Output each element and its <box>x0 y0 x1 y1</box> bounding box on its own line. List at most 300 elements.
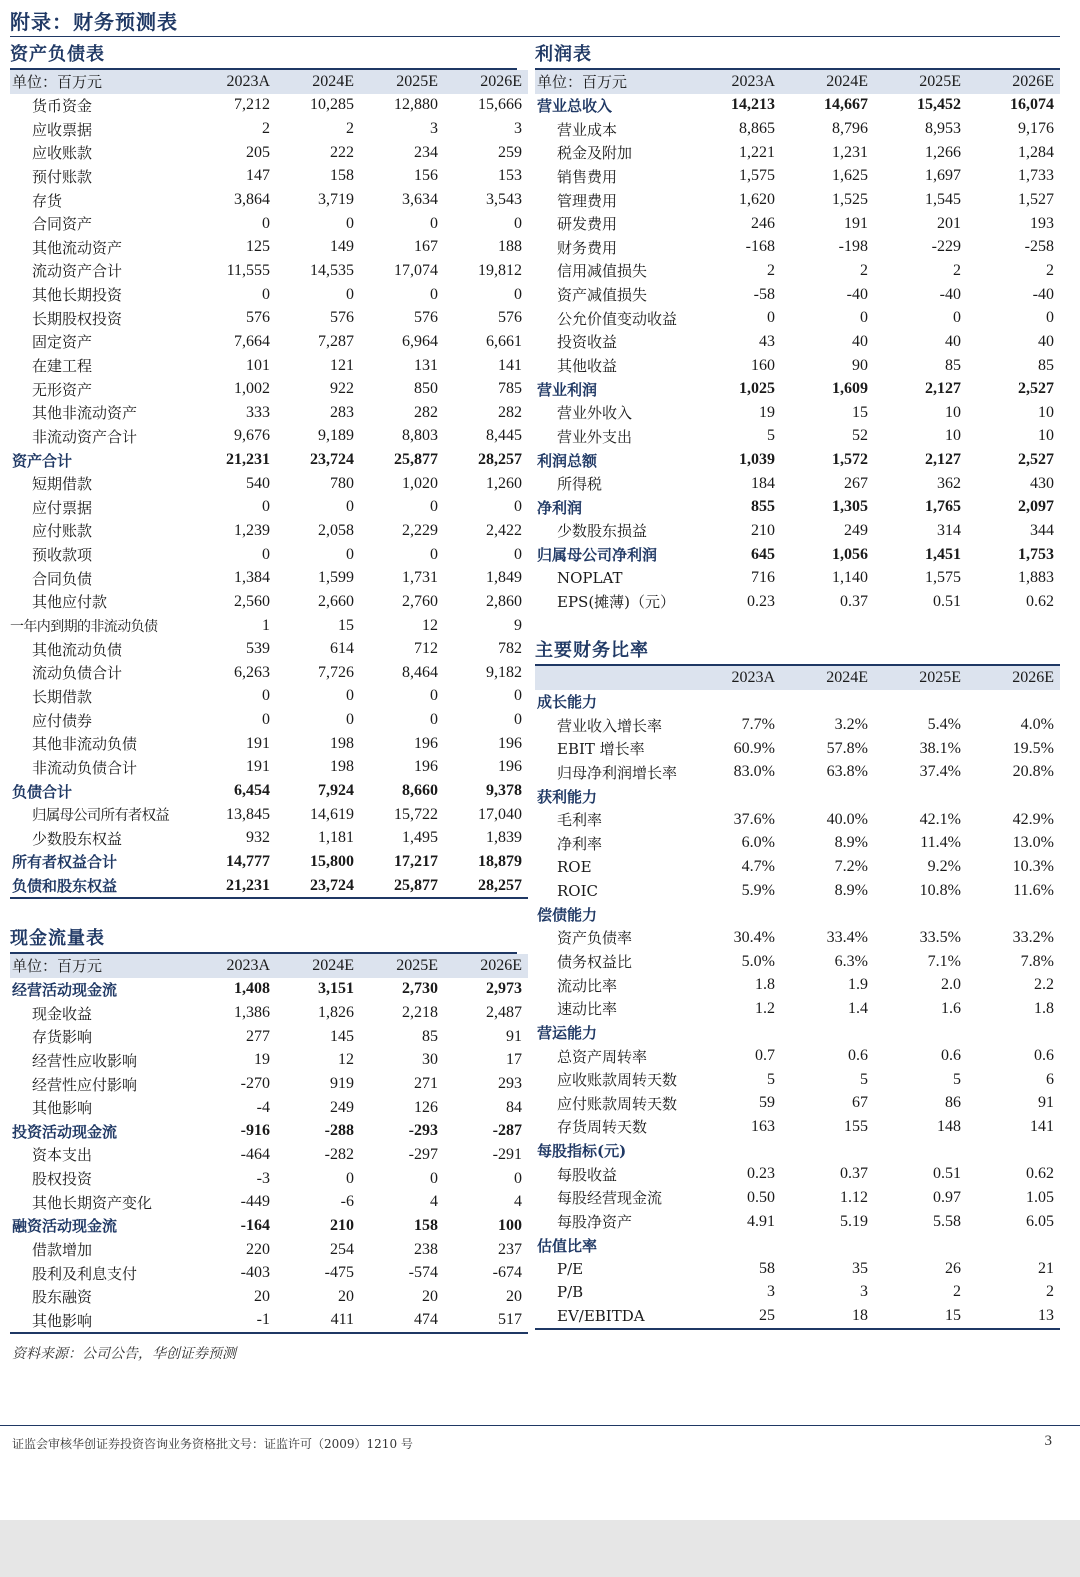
row-value: 25 <box>759 1307 775 1325</box>
row-value <box>967 1021 1060 1045</box>
row-value: 7,726 <box>318 663 354 681</box>
table-row <box>535 1186 1060 1210</box>
row-value <box>688 902 781 926</box>
row-label: 其他影响 <box>32 1099 93 1118</box>
row-label: 固定资产 <box>32 333 93 352</box>
row-label: 总资产周转率 <box>557 1047 648 1066</box>
footer-license: 证监会审核华创证券投资咨询业务资格批文号：证监许可（2009）1210 号 <box>12 1437 413 1451</box>
income-statement-table <box>535 70 1060 614</box>
row-value: 11.4% <box>920 834 961 852</box>
row-value: 0.6 <box>1034 1047 1054 1065</box>
header-year: 2025E <box>874 666 967 690</box>
row-value: 277 <box>246 1027 270 1045</box>
row-label: 营业外收入 <box>557 404 633 423</box>
page-number: 3 <box>1044 1433 1052 1449</box>
header-year: 2026E <box>967 70 1060 94</box>
row-value: 0 <box>514 711 522 729</box>
row-value: 13 <box>1038 1307 1054 1325</box>
row-value: 158 <box>330 167 354 185</box>
row-label: 每股净资产 <box>557 1213 633 1232</box>
ratios-title: 主要财务比率 <box>535 638 1060 666</box>
row-value: 6.3% <box>834 952 868 970</box>
row-value <box>967 784 1060 808</box>
row-value: 156 <box>414 167 438 185</box>
row-value: -40 <box>1032 285 1054 303</box>
row-value: 20 <box>338 1287 354 1305</box>
row-label: 债务权益比 <box>557 953 633 971</box>
header-year: 2023A <box>688 70 781 94</box>
row-value: 2,660 <box>318 592 354 610</box>
row-label: 借款增加 <box>32 1241 93 1259</box>
row-value: 21,231 <box>226 876 270 894</box>
row-value: -916 <box>240 1122 270 1140</box>
row-value: 167 <box>414 238 438 256</box>
row-value: 1,545 <box>925 191 961 209</box>
row-value: 6.05 <box>1026 1212 1054 1230</box>
row-value: 4.91 <box>747 1212 775 1230</box>
row-value: 1,221 <box>739 143 775 161</box>
row-value: 40 <box>852 332 868 350</box>
row-value: 3 <box>860 1283 868 1301</box>
table-row <box>535 543 1060 567</box>
table-row <box>10 1025 528 1049</box>
row-value: 11.6% <box>1013 881 1054 899</box>
row-value: 9.2% <box>927 857 961 875</box>
row-value: 141 <box>498 356 522 374</box>
row-value: 10 <box>1038 427 1054 445</box>
row-value: 238 <box>414 1240 438 1258</box>
table-row <box>535 283 1060 307</box>
row-value: 0 <box>262 687 270 705</box>
row-value: -449 <box>240 1193 270 1211</box>
row-value: 4 <box>514 1193 522 1211</box>
row-value: 35 <box>852 1259 868 1277</box>
row-value: 782 <box>498 640 522 658</box>
row-value: 40.0% <box>826 810 868 828</box>
row-value: 259 <box>498 143 522 161</box>
cash-flow-title: 现金流量表 <box>10 926 517 954</box>
row-value: 28,257 <box>478 451 522 469</box>
row-value: 3 <box>767 1283 775 1301</box>
ratios-panel <box>535 638 1060 1330</box>
row-value: 1.2 <box>755 999 775 1017</box>
row-value: 9,378 <box>486 782 522 800</box>
row-label: 合同负债 <box>32 569 93 588</box>
row-label: 预收款项 <box>32 546 93 565</box>
row-value: -40 <box>939 285 961 303</box>
row-value <box>967 1139 1060 1163</box>
header-year: 2026E <box>967 666 1060 690</box>
row-value: 17,040 <box>478 805 522 823</box>
row-value: 922 <box>330 380 354 398</box>
row-value: 8,865 <box>739 120 775 138</box>
row-value: 5 <box>767 1070 775 1088</box>
row-value: 59 <box>759 1094 775 1112</box>
table-row <box>535 472 1060 496</box>
row-value: 0 <box>262 214 270 232</box>
table-row <box>535 425 1060 449</box>
row-value: 11,555 <box>226 261 270 279</box>
row-value: 40 <box>945 332 961 350</box>
table-row <box>535 141 1060 165</box>
header-year: 2023A <box>192 70 276 94</box>
row-value: 2 <box>767 261 775 279</box>
row-value: 14,535 <box>310 261 354 279</box>
table-row <box>535 1044 1060 1068</box>
row-value: 5.0% <box>741 952 775 970</box>
row-value: 2 <box>953 261 961 279</box>
row-value: 4.7% <box>741 857 775 875</box>
row-value: 0.37 <box>840 1165 868 1183</box>
row-value <box>874 1021 967 1045</box>
row-value: 1.05 <box>1026 1188 1054 1206</box>
header-year: 2025E <box>874 70 967 94</box>
row-value: 8,796 <box>832 120 868 138</box>
row-value: 84 <box>506 1098 522 1116</box>
row-value: 147 <box>246 167 270 185</box>
row-value: -198 <box>838 238 868 256</box>
row-value: 0 <box>514 1169 522 1187</box>
row-value: 282 <box>414 403 438 421</box>
header-year: 2024E <box>781 666 874 690</box>
row-value <box>874 1233 967 1257</box>
row-value: 10 <box>945 403 961 421</box>
row-value: 9,176 <box>1018 120 1054 138</box>
row-value: 10.3% <box>1012 857 1054 875</box>
row-value: 10,285 <box>310 96 354 114</box>
row-value: 13,845 <box>226 805 270 823</box>
row-value: 17 <box>506 1051 522 1069</box>
table-row <box>10 1238 528 1262</box>
row-value: 2,487 <box>486 1004 522 1022</box>
row-value: 20 <box>506 1287 522 1305</box>
row-label: 融资活动现金流 <box>12 1217 118 1236</box>
row-label: 利润总额 <box>537 451 598 470</box>
footer-rule <box>0 1425 1080 1426</box>
row-value: 1,697 <box>925 167 961 185</box>
row-label: 经营性应收影响 <box>32 1051 138 1070</box>
header-unit-label: 单位：百万元 <box>10 954 192 978</box>
row-value: 0.6 <box>848 1047 868 1065</box>
table-row <box>535 1139 1060 1163</box>
row-value: 52 <box>852 427 868 445</box>
row-value: 10.8% <box>919 881 961 899</box>
row-label: 存货周转天数 <box>557 1118 648 1137</box>
row-label: 长期股权投资 <box>32 309 123 328</box>
table-row <box>10 283 528 307</box>
table-row <box>10 1261 528 1285</box>
table-row <box>535 1304 1060 1329</box>
row-value: 1,572 <box>832 451 868 469</box>
row-value: 249 <box>330 1098 354 1116</box>
row-value: 293 <box>498 1075 522 1093</box>
row-value: 20 <box>422 1287 438 1305</box>
row-label: 营业外支出 <box>557 427 633 446</box>
row-value: 85 <box>945 356 961 374</box>
row-value: 19 <box>254 1051 270 1069</box>
row-value: 7.1% <box>927 952 961 970</box>
row-value: 33.4% <box>826 928 868 946</box>
row-value: 191 <box>246 758 270 776</box>
row-value: 42.1% <box>919 810 961 828</box>
row-label: 现金收益 <box>32 1004 93 1023</box>
row-value: 2,973 <box>486 980 522 998</box>
row-value <box>967 902 1060 926</box>
table-row <box>535 306 1060 330</box>
row-value: 3,864 <box>234 191 270 209</box>
row-value: 2 <box>1046 1283 1054 1301</box>
row-value: 1 <box>262 616 270 634</box>
row-value: 246 <box>751 214 775 232</box>
row-value: 0 <box>514 285 522 303</box>
row-label: 所得税 <box>557 475 603 494</box>
row-value: 1,625 <box>832 167 868 185</box>
table-row <box>535 212 1060 236</box>
row-value: 38.1% <box>919 739 961 757</box>
row-value <box>688 784 781 808</box>
row-label: EPS(摊薄)（元） <box>557 593 676 612</box>
row-label: ROIC <box>557 881 598 900</box>
row-value: 2,229 <box>402 521 438 539</box>
row-value: 3.2% <box>834 716 868 734</box>
row-value: 37.6% <box>733 810 775 828</box>
row-value <box>781 690 874 714</box>
row-value: -258 <box>1024 238 1054 256</box>
row-label: 长期借款 <box>32 687 93 706</box>
row-label: EV/EBITDA <box>557 1307 645 1326</box>
row-value: 2,760 <box>402 592 438 610</box>
table-row <box>10 1167 528 1191</box>
row-value: 5.58 <box>933 1212 961 1230</box>
row-label: 其他长期投资 <box>32 286 123 305</box>
row-value: 4.0% <box>1020 716 1054 734</box>
row-value: 0.37 <box>840 592 868 610</box>
row-label: 应付账款周转天数 <box>557 1094 678 1113</box>
table-header-row <box>535 666 1060 690</box>
row-value: 14,667 <box>824 96 868 114</box>
row-value: 254 <box>330 1240 354 1258</box>
row-label: 信用减值损失 <box>557 262 648 281</box>
row-value: 1.9 <box>848 976 868 994</box>
table-row <box>535 713 1060 737</box>
row-label: 应付账款 <box>32 522 93 541</box>
row-label: 非流动资产合计 <box>32 427 138 446</box>
row-value: 283 <box>330 403 354 421</box>
row-value: 2,097 <box>1018 498 1054 516</box>
table-row <box>10 1072 528 1096</box>
row-label: 应付票据 <box>32 498 93 517</box>
row-label: 一年内到期的非流动负债 <box>10 618 158 635</box>
row-value: 314 <box>937 521 961 539</box>
table-row <box>535 1115 1060 1139</box>
row-value: 1,731 <box>402 569 438 587</box>
row-value: 37.4% <box>919 763 961 781</box>
row-value: -297 <box>408 1145 438 1163</box>
row-value <box>781 784 874 808</box>
row-value: 1,451 <box>925 545 961 563</box>
row-value <box>967 1233 1060 1257</box>
row-value: 0.7 <box>755 1047 775 1065</box>
row-value: 160 <box>751 356 775 374</box>
row-value: 121 <box>330 356 354 374</box>
row-value: 1.6 <box>941 999 961 1017</box>
row-value: 9 <box>514 616 522 634</box>
table-row <box>10 708 528 732</box>
row-value: 7,212 <box>234 96 270 114</box>
row-value: 517 <box>498 1311 522 1329</box>
row-value: 3,719 <box>318 191 354 209</box>
row-value: 210 <box>330 1216 354 1234</box>
table-row <box>535 855 1060 879</box>
row-label: 税金及附加 <box>557 144 633 163</box>
row-value: 25,877 <box>394 876 438 894</box>
row-value: -403 <box>240 1264 270 1282</box>
row-label: 其他非流动负债 <box>32 735 138 754</box>
row-value: 100 <box>498 1216 522 1234</box>
title-rule <box>10 36 1060 37</box>
row-value: 0 <box>430 687 438 705</box>
row-value: 1,020 <box>402 474 438 492</box>
row-label: 营业收入增长率 <box>557 716 663 735</box>
row-label: 其他收益 <box>557 357 618 375</box>
table-row <box>10 1309 528 1334</box>
row-value: 210 <box>751 521 775 539</box>
row-value: 23,724 <box>310 451 354 469</box>
row-value <box>781 1021 874 1045</box>
row-value: 20.8% <box>1012 763 1054 781</box>
table-row <box>535 926 1060 950</box>
table-row <box>535 808 1060 832</box>
row-label: 所有者权益合计 <box>12 853 118 872</box>
table-row <box>535 354 1060 378</box>
table-row <box>10 1001 528 1025</box>
row-value: 474 <box>414 1311 438 1329</box>
row-value: 7,287 <box>318 332 354 350</box>
row-value: 8,953 <box>925 120 961 138</box>
row-value: 0 <box>514 687 522 705</box>
row-label: 预付账款 <box>32 167 93 186</box>
row-value: 333 <box>246 403 270 421</box>
row-value: 148 <box>937 1117 961 1135</box>
table-row <box>10 354 528 378</box>
header-unit-label: 单位：百万元 <box>535 70 688 94</box>
table-row <box>535 690 1060 714</box>
table-row <box>535 831 1060 855</box>
table-row <box>10 519 528 543</box>
row-value: 57.8% <box>826 739 868 757</box>
table-row <box>10 188 528 212</box>
row-label: 应收账款 <box>32 144 93 163</box>
header-year: 2024E <box>276 954 360 978</box>
row-value: 2,127 <box>925 380 961 398</box>
row-value: 9,182 <box>486 663 522 681</box>
table-row <box>10 401 528 425</box>
row-value: 26 <box>945 1259 961 1277</box>
row-value <box>781 1139 874 1163</box>
table-row <box>10 306 528 330</box>
row-value: 21,231 <box>226 451 270 469</box>
row-label: 在建工程 <box>32 357 93 375</box>
row-label: 管理费用 <box>557 191 618 210</box>
row-value: 131 <box>414 356 438 374</box>
table-row <box>10 1096 528 1120</box>
row-value: 1,753 <box>1018 545 1054 563</box>
row-value: -3 <box>256 1169 270 1187</box>
row-value: 33.5% <box>919 928 961 946</box>
row-value: 8,660 <box>402 782 438 800</box>
row-value <box>874 1139 967 1163</box>
row-label: 流动资产合计 <box>32 262 123 281</box>
row-value <box>781 1233 874 1257</box>
row-value: 0 <box>346 687 354 705</box>
ratios-table <box>535 666 1060 1330</box>
row-value: -6 <box>340 1193 354 1211</box>
row-value: 5.9% <box>741 881 775 899</box>
row-value: 6,964 <box>402 332 438 350</box>
table-row <box>535 496 1060 520</box>
row-value: 19,812 <box>478 261 522 279</box>
row-label: 流动比率 <box>557 976 618 995</box>
row-value: 2 <box>1046 261 1054 279</box>
header-year: 2025E <box>360 954 444 978</box>
row-value: 21 <box>1038 1259 1054 1277</box>
header-year: 2026E <box>444 954 528 978</box>
row-value: -574 <box>408 1264 438 1282</box>
row-value: 58 <box>759 1259 775 1277</box>
table-row <box>535 1210 1060 1234</box>
table-row <box>10 472 528 496</box>
table-row <box>535 94 1060 118</box>
row-value: 149 <box>330 238 354 256</box>
row-value: 2 <box>346 120 354 138</box>
table-row <box>10 756 528 780</box>
row-value: 43 <box>759 332 775 350</box>
row-value <box>967 690 1060 714</box>
row-value: 1,599 <box>318 569 354 587</box>
row-value: 0 <box>346 214 354 232</box>
row-value: 0 <box>430 1169 438 1187</box>
row-label: 销售费用 <box>557 167 618 186</box>
table-row <box>10 661 528 685</box>
row-label: 存货 <box>32 191 63 210</box>
row-label: 股东融资 <box>32 1288 93 1307</box>
row-label: 负债和股东权益 <box>12 877 118 896</box>
table-row <box>535 973 1060 997</box>
row-value: 198 <box>330 734 354 752</box>
row-value: 780 <box>330 474 354 492</box>
header-year: 2025E <box>360 70 444 94</box>
row-value: 539 <box>246 640 270 658</box>
row-value: 1,620 <box>739 191 775 209</box>
row-label: EBIT 增长率 <box>557 740 645 759</box>
row-label: 营运能力 <box>537 1023 598 1042</box>
row-value: 7.2% <box>834 857 868 875</box>
row-value: -674 <box>492 1264 522 1282</box>
table-row <box>535 519 1060 543</box>
row-label: 资本支出 <box>32 1146 93 1165</box>
table-row <box>10 165 528 189</box>
row-value: 0 <box>262 711 270 729</box>
row-value: 785 <box>498 380 522 398</box>
row-value: 1.8 <box>755 976 775 994</box>
row-value: 191 <box>844 214 868 232</box>
row-value: 12,880 <box>394 96 438 114</box>
table-row <box>10 330 528 354</box>
header-year: 2023A <box>192 954 276 978</box>
table-row <box>10 850 528 874</box>
row-value: 1,826 <box>318 1004 354 1022</box>
header-year: 2024E <box>781 70 874 94</box>
